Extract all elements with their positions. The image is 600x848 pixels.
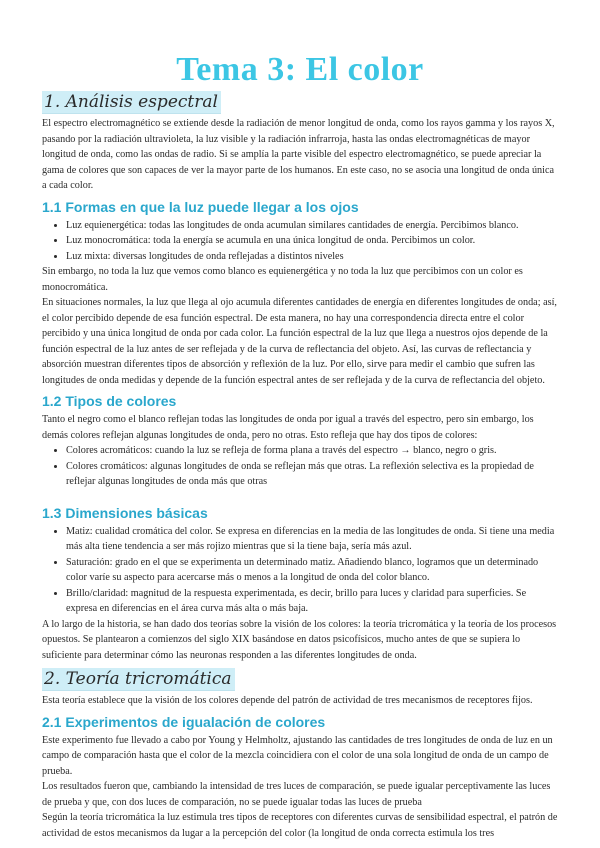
page-title: Tema 3: El color [176,51,424,88]
paragraph: Los resultados fueron que, cambiando la intensidad de tres luces de comparación, se puede igualar perceptivamente las luces de prueba y que, con dos luces de comparación, no se puede igualar todas las luces de prueba [42,781,551,808]
paragraph: A lo largo de la historia, se han dado dos teorías sobre la visión de los colores: la teoría tricromática y la teoría de los procesos opuestos. Se plantearon a comienzos del siglo XIX basándose en datos psicofísicos, mucho antes de que se supiera lo suficiente para determinar cómo las neuronas responden a las diferentes longitudes de onda. [42,618,557,661]
list-item: • Luz monocromática: toda la energía se acumula en una única longitud de onda. Percibimos un color. [66,233,558,249]
list-item: • Colores cromáticos: algunas longitudes de onda se reflejan más que otras. La reflexión selectiva es la propiedad de reflejar algunas longitudes de onda más que otras [66,459,558,490]
list-item: • Luz mixta: diversas longitudes de onda reflejadas a distintos niveles [66,249,558,265]
section-1-3-heading: 1.3 Dimensiones básicas [42,504,208,521]
list-item: • Brillo/claridad: magnitud de la respuesta experimentada, es decir, brillo para luces y claridad para superficies. Se expresa en diferencias en el área curva más alta o más baja. [66,586,558,617]
paragraph: Sin embargo, no toda la luz que vemos como blanco es equienergética y no toda la luz que percibimos con un color es monocromática. [42,266,523,293]
list-item: • Colores acromáticos: cuando la luz se refleja de forma plana a través del espectro → blanco, negro o gris. [66,443,558,459]
section-1-3-list [42,524,558,617]
section-1-intro: El espectro electromagnético se extiende desde la radiación de menor longitud de onda, como los rayos gamma y los rayos X, pasando por la radiación ultravioleta, la luz visible y la radiación infrarroja, hasta las ondas electromagnéticas de mayor longitud de onda, como las ondas de radio. Si se amplía la parte visible del espectro electromagnético, se puede apreciar la gama de colores que son capaces de ver la mayor parte de los humanos. En este caso, no se asocia una longitud de onda única a cada color. [42,118,555,191]
paragraph: Según la teoría tricromática la luz estimula tres tipos de receptores con diferentes curvas de sensibilidad espectral, el patrón de actividad de estos mecanismos da lugar a la percepción del color (la longitud de onda correcta estimula los tres [42,812,558,839]
section-1-2-list [42,443,558,490]
section-2-1-heading: 2.1 Experimentos de igualación de colores [42,713,326,730]
list-item: • Matiz: cualidad cromática del color. Se expresa en diferencias en la media de las longitudes de onda. Si tiene una media más alta tiene tendencia a ser más rojizo mientras que si la tiene baja, sería más azul. [66,524,558,555]
section-1-2-heading: 1.2 Tipos de colores [42,393,177,409]
section-2-intro: Esta teoría establece que la visión de los colores depende del patrón de actividad de tres mecanismos de receptores fijos. [42,695,533,706]
section-1-1-heading: 1.1 Formas en que la luz puede llegar a los ojos [42,198,359,215]
section-1-heading: 1. Análisis espectral [42,91,221,114]
paragraph: En situaciones normales, la luz que llega al ojo acumula diferentes cantidades de energía en diferentes longitudes de onda; así, el color percibido depende de esa función espectral. De esta manera, no hay una correspondencia directa entre el color percibido y una única longitud de onda por cada color. La función espectral de la luz que llega a nuestros ojos depende de la función espectral de la luz antes de ser reflejada y de la curva de reflectancia del objeto. Así, las curvas de reflectancia y absorción muestran diferentes tipos de absorción y reflexión de la luz. Por ello, sirve para medir el cambio que sufren las longitudes de onda medidas y depende de la función espectral antes de ser reflejada y de la curva de reflectancia del objeto. [42,297,557,386]
paragraph: Este experimento fue llevado a cabo por Young y Helmholtz, ajustando las cantidades de tres longitudes de onda de luz en un campo de comparación hasta que el color de la mezcla coincidiera con el color de una sola longitud de onda de un campo de prueba. [42,734,553,777]
list-item: • Saturación: grado en el que se experimenta un determinado matiz. Añadiendo blanco, logramos que un determinado color varíe su aspecto para acercarse más o menos a la longitud de onda del color blanco. [66,555,558,586]
list-item: • Luz equienergética: todas las longitudes de onda acumulan similares cantidades de energía. Percibimos blanco. [66,218,558,234]
paragraph: Tanto el negro como el blanco reflejan todas las longitudes de onda por igual a través del espectro, pero sin embargo, los demás colores reflejan algunas longitudes de onda, pero no otras. Esto refleja que hay dos tipos de colores: [42,414,534,441]
section-1-1-list [42,218,558,265]
section-2 [42,663,558,841]
section-2-heading: 2. Teoría tricromática [42,668,235,691]
section-1 [42,90,558,663]
